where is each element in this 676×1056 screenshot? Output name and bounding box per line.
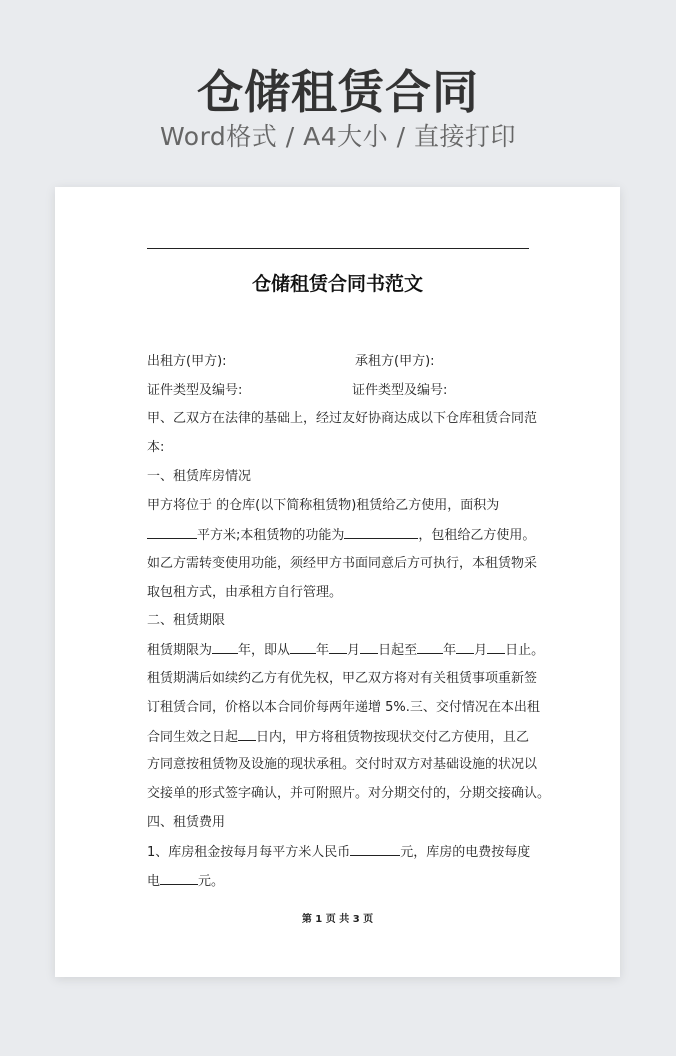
section-4-line-2-a: 电 [147, 874, 161, 889]
start-year-blank [290, 640, 316, 654]
start-year-label: 年 [316, 643, 330, 658]
end-year-blank [417, 640, 443, 654]
section-1-line-2-a: 平方米;本租赁物的功能为 [197, 528, 345, 543]
area-blank [147, 525, 197, 539]
section-1-line-2 [147, 525, 536, 546]
rent-blank [350, 842, 400, 856]
id-label-right: 证件类型及编号: [352, 383, 448, 398]
electricity-blank [160, 871, 198, 885]
header-rule [147, 248, 529, 249]
section-4-line-1-a: 1、库房租金按每月每平方米人民币 [147, 845, 351, 860]
id-label-left: 证件类型及编号: [147, 383, 243, 398]
section-1-line-3: 如乙方需转变使用功能，须经甲方书面同意后方可执行，本租赁物采 [147, 556, 538, 571]
section-2-line-2: 租赁期满后如续约乙方有优先权，甲乙双方将对有关租赁事项重新签 [147, 671, 538, 686]
section-4-line-1-b: 元，库房的电费按每度 [400, 845, 531, 860]
section-2-line-3: 订租赁合同，价格以本合同价每两年递增 5%.三、交付情况在本出租 [147, 700, 540, 715]
term-label: 租赁期限为 [147, 643, 213, 658]
start-day-label: 日起至 [378, 643, 418, 658]
section-2-heading: 二、租赁期限 [147, 613, 226, 628]
term-from-label: 年，即从 [238, 643, 291, 658]
page-title: 仓储租赁合同 [197, 65, 479, 119]
end-day-label: 日止。 [505, 643, 545, 658]
term-years-blank [212, 640, 238, 654]
section-4-line-2-b: 元。 [198, 874, 225, 889]
intro-line-1: 甲、乙双方在法律的基础上，经过友好协商达成以下仓库租赁合同范 [147, 411, 538, 426]
start-month-blank [329, 640, 347, 654]
section-2-line-4-b: 日内，甲方将租赁物按现状交付乙方使用，且乙 [256, 730, 530, 745]
section-1-line-4: 取包租方式，由承租方自行管理。 [147, 585, 343, 600]
end-day-blank [487, 640, 505, 654]
section-1-heading: 一、租赁库房情况 [147, 469, 252, 484]
section-1-line-2-b: ，包租给乙方使用。 [418, 528, 536, 543]
section-2-line-1 [147, 640, 545, 661]
start-day-blank [360, 640, 378, 654]
page-number: 第 1 页 共 3 页 [301, 914, 374, 925]
document-page [55, 187, 620, 977]
end-year-label: 年 [443, 643, 457, 658]
lessee-label: 承租方(甲方): [355, 354, 435, 369]
section-2-line-4-a: 合同生效之日起 [147, 730, 239, 745]
section-4-heading: 四、租赁费用 [147, 815, 226, 830]
section-2-line-5: 方同意按租赁物及设施的现状承租。交付时双方对基础设施的状况以 [147, 757, 538, 772]
end-month-label: 月 [474, 643, 488, 658]
intro-line-2: 本: [147, 440, 165, 455]
section-1-line-1: 甲方将位于 的仓库(以下简称租赁物)租赁给乙方使用，面积为 [147, 498, 500, 513]
section-2-line-6: 交接单的形式签字确认，并可附照片。对分期交付的，分期交接确认。 [147, 786, 551, 801]
party-line [147, 352, 533, 372]
section-2-line-4 [147, 727, 533, 748]
lessor-label: 出租方(甲方): [147, 354, 227, 369]
document-title: 仓储租赁合同书范文 [251, 273, 423, 295]
section-4-line-2 [147, 871, 533, 892]
start-month-label: 月 [347, 643, 361, 658]
section-4-line-1 [147, 842, 533, 863]
id-line [147, 381, 533, 401]
delivery-days-blank [238, 727, 256, 741]
end-month-blank [456, 640, 474, 654]
function-blank [344, 525, 418, 539]
page-subtitle: Word格式 / A4大小 / 直接打印 [160, 122, 516, 151]
